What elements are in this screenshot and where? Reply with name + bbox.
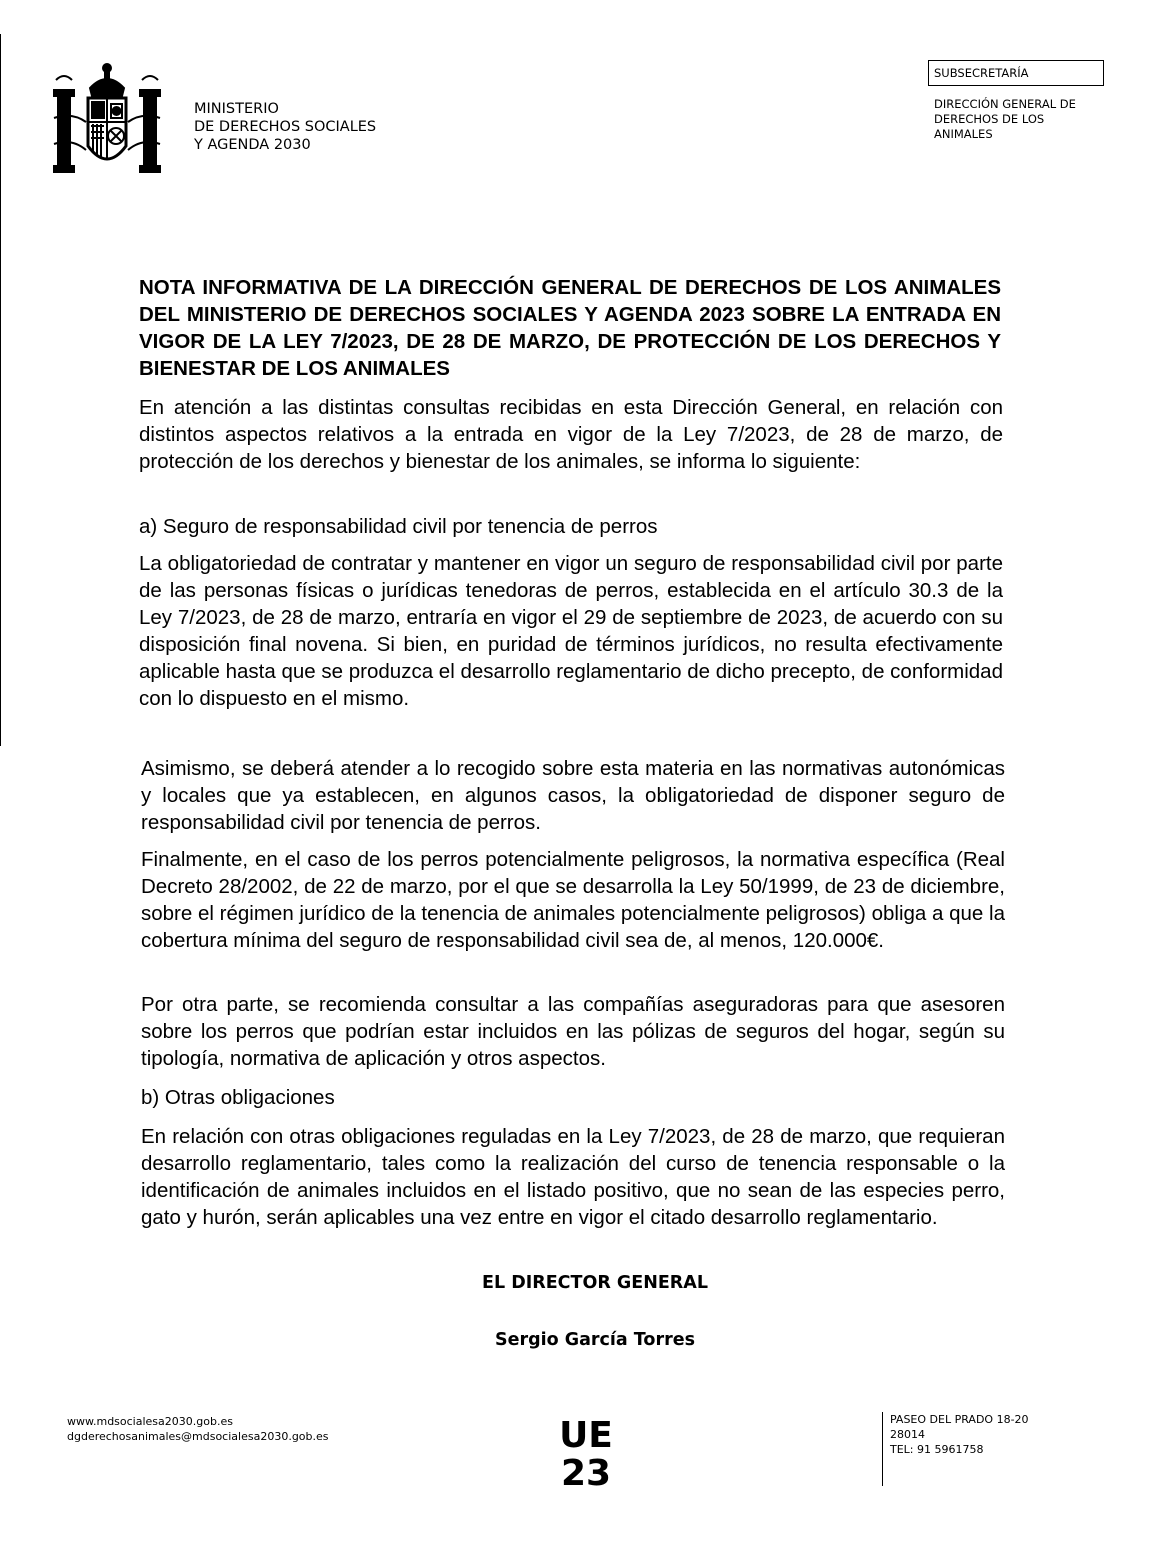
section-b-heading: b) Otras obligaciones	[141, 1086, 335, 1109]
left-margin-rule	[0, 34, 1, 746]
dg-line: ANIMALES	[934, 127, 993, 141]
direccion-general-label	[934, 97, 1104, 142]
logo-line: 23	[560, 1453, 612, 1488]
address-line: 28014	[890, 1428, 925, 1441]
spain-coat-of-arms-icon	[52, 60, 162, 178]
subsecretaria-label: SUBSECRETARÍA	[928, 60, 1104, 86]
logo-line: UE	[559, 1415, 613, 1456]
intro-paragraph: En atención a las distintas consultas recibidas en esta Dirección General, en relación con distintos aspectos relativos a la entrada en vigor de la Ley 7/2023, de 28 de marzo, de protección de los derechos y bienestar de los animales, se informa lo siguiente:	[139, 396, 1003, 473]
footer-address	[882, 1412, 1029, 1486]
section-a-heading: a) Seguro de responsabilidad civil por tenencia de perros	[139, 515, 658, 538]
website-link[interactable]: www.mdsocialesa2030.gob.es	[67, 1415, 233, 1428]
dg-line: DERECHOS DE LOS	[934, 112, 1045, 126]
ministry-line: MINISTERIO	[194, 101, 279, 117]
signature-name: Sergio García Torres	[494, 1330, 695, 1350]
paragraph-a2: Asimismo, se deberá atender a lo recogido sobre esta materia en las normativas autonómicas y locales que ya establecen, en algunos casos, la obligatoriedad de disponer seguro de responsabilidad civil por tenencia de perros.	[141, 757, 1005, 834]
paragraph-a4: Por otra parte, se recomienda consultar a las compañías aseguradoras para que asesoren sobre los perros que podrían estar incluidos en las pólizas de seguros del hogar, según su tipología, normativa de aplicación y otros aspectos.	[141, 993, 1005, 1070]
ministry-name	[194, 100, 376, 154]
footer-contact	[67, 1414, 329, 1444]
address-line: TEL: 91 5961758	[890, 1443, 984, 1456]
paragraph-a1: La obligatoriedad de contratar y mantener en vigor un seguro de responsabilidad civil por parte de las personas físicas o jurídicas tenedoras de perros, establecida en el artículo 30.3 de la Ley 7/2023, de 28 de marzo, entraría en vigor el 29 de septiembre de 2023, de acuerdo con su disposición final novena. Si bien, en puridad de términos jurídicos, no resulta efectivamente aplicable hasta que se produzca el desarrollo reglamentario de dicho precepto, de conformidad con lo dispuesto en el mismo.	[139, 552, 1003, 710]
ministry-line: Y AGENDA 2030	[194, 137, 311, 153]
address-line: PASEO DEL PRADO 18-20	[890, 1413, 1029, 1426]
ue-2023-logo-icon	[557, 1413, 615, 1488]
ministry-line: DE DERECHOS SOCIALES	[194, 119, 377, 135]
paragraph-b1: En relación con otras obligaciones reguladas en la Ley 7/2023, de 28 de marzo, que requieran desarrollo reglamentario, tales como la realización del curso de tenencia responsable o la identificación de animales incluidos en el listado positivo, que no sean de las especies perro, gato y hurón, serán aplicables una vez entre en vigor el citado desarrollo reglamentario.	[141, 1125, 1005, 1229]
paragraph-a3: Finalmente, en el caso de los perros potencialmente peligrosos, la normativa específica (Real Decreto 28/2002, de 22 de marzo, por el que se desarrolla la Ley 50/1999, de 23 de diciembre, sobre el régimen jurídico de la tenencia de animales potencialmente peligrosos) obliga a que la cobertura mínima del seguro de responsabilidad civil sea de, al menos, 120.000€.	[141, 848, 1005, 952]
dg-line: DIRECCIÓN GENERAL DE	[934, 97, 1076, 111]
document-title: NOTA INFORMATIVA DE LA DIRECCIÓN GENERAL DE DERECHOS DE LOS ANIMALES DEL MINISTERIO DE DERECHOS SOCIALES Y AGENDA 2023 SOBRE LA ENTRADA EN VIGOR DE LA LEY 7/2023, DE 28 DE MARZO, DE PROTECCIÓN DE LOS DERECHOS Y BIENESTAR DE LOS ANIMALES	[139, 276, 1001, 380]
signature-role: EL DIRECTOR GENERAL	[482, 1273, 708, 1293]
email-link[interactable]: dgderechosanimales@mdsocialesa2030.gob.es	[67, 1430, 329, 1443]
